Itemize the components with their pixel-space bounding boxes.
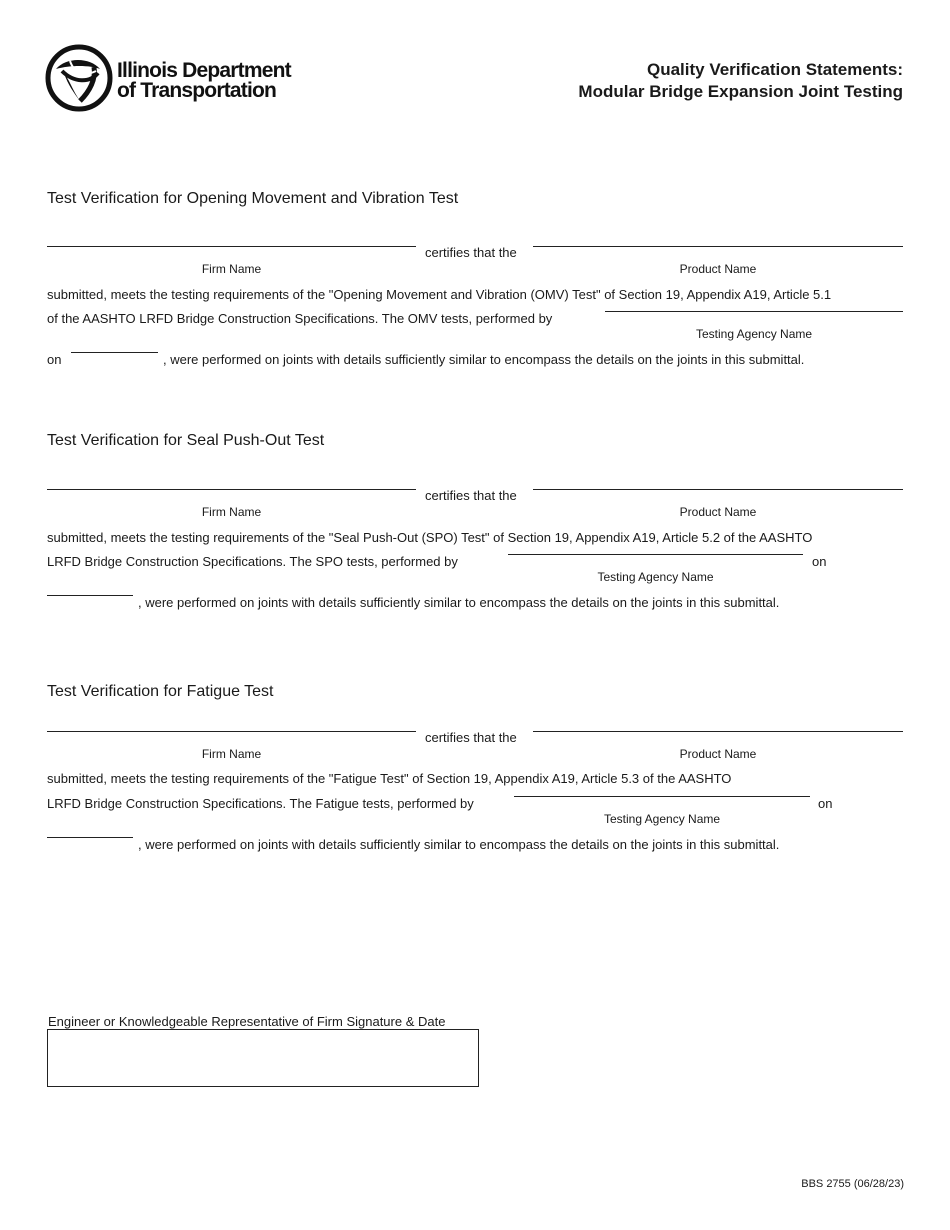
logo-text-line1: Illinois Department [117, 59, 291, 82]
spo-on-text: on [812, 554, 827, 569]
signature-box[interactable] [47, 1029, 479, 1087]
signature-label: Engineer or Knowledgeable Representative of Firm Signature & Date [48, 1014, 446, 1029]
omv-product-name-label: Product Name [679, 262, 757, 276]
idot-logo-icon [44, 43, 114, 113]
form-number: BBS 2755 (06/28/23) [801, 1178, 904, 1190]
omv-performed-text: , were performed on joints with details sufficiently similar to encompass the details on the joints in this submittal. [163, 352, 805, 367]
fatigue-on-text: on [818, 796, 833, 811]
spo-firm-name-label: Firm Name [201, 505, 262, 519]
omv-testing-agency-label: Testing Agency Name [695, 327, 813, 341]
logo-text-line2: of Transportation [117, 79, 277, 102]
omv-product-name-field[interactable] [533, 246, 903, 247]
omv-on-text: on [47, 352, 62, 367]
page-title-line2: Modular Bridge Expansion Joint Testing [578, 82, 903, 101]
spo-firm-name-field[interactable] [47, 489, 416, 490]
fatigue-testing-agency-field[interactable] [514, 796, 810, 797]
spo-testing-agency-label: Testing Agency Name [597, 570, 714, 584]
spo-product-name-label: Product Name [679, 505, 757, 519]
spo-product-name-field[interactable] [533, 489, 903, 490]
fatigue-product-name-label: Product Name [679, 747, 757, 761]
spo-requirements-text: submitted, meets the testing requirements of the "Seal Push-Out (SPO) Test" of Section 19, Appendix A19, Article 5.2 of the AASHTO [47, 530, 813, 545]
spo-certifies-text: certifies that the [425, 488, 517, 503]
spo-date-field[interactable] [47, 595, 133, 596]
spo-section-heading: Test Verification for Seal Push-Out Test [47, 432, 325, 449]
fatigue-date-field[interactable] [47, 837, 133, 838]
fatigue-requirements-text: submitted, meets the testing requirements of the "Fatigue Test" of Section 19, Appendix A19, Article 5.3 of the AASHTO [47, 771, 732, 786]
fatigue-firm-name-field[interactable] [47, 731, 416, 732]
omv-certifies-text: certifies that the [425, 245, 517, 260]
omv-firm-name-field[interactable] [47, 246, 416, 247]
omv-spec-text: of the AASHTO LRFD Bridge Construction Specifications. The OMV tests, performed by [47, 311, 553, 326]
fatigue-performed-text: , were performed on joints with details sufficiently similar to encompass the details on the joints in this submittal. [138, 837, 780, 852]
omv-firm-name-label: Firm Name [201, 262, 262, 276]
omv-date-field[interactable] [71, 352, 158, 353]
omv-testing-agency-field[interactable] [605, 311, 903, 312]
fatigue-product-name-field[interactable] [533, 731, 903, 732]
fatigue-testing-agency-label: Testing Agency Name [603, 812, 721, 826]
omv-requirements-text: submitted, meets the testing requirements of the "Opening Movement and Vibration (OMV) Test" of Section 19, Appendix A19, Article 5.1 [47, 287, 832, 302]
spo-performed-text: , were performed on joints with details sufficiently similar to encompass the details on the joints in this submittal. [138, 595, 780, 610]
fatigue-firm-name-label: Firm Name [201, 747, 262, 761]
omv-section-heading: Test Verification for Opening Movement and Vibration Test [47, 190, 459, 207]
fatigue-section-heading: Test Verification for Fatigue Test [47, 683, 274, 700]
spo-testing-agency-field[interactable] [508, 554, 803, 555]
page-title-line1: Quality Verification Statements: [646, 60, 903, 79]
fatigue-certifies-text: certifies that the [425, 730, 517, 745]
spo-spec-text: LRFD Bridge Construction Specifications. The SPO tests, performed by [47, 554, 458, 569]
fatigue-spec-text: LRFD Bridge Construction Specifications. The Fatigue tests, performed by [47, 796, 474, 811]
